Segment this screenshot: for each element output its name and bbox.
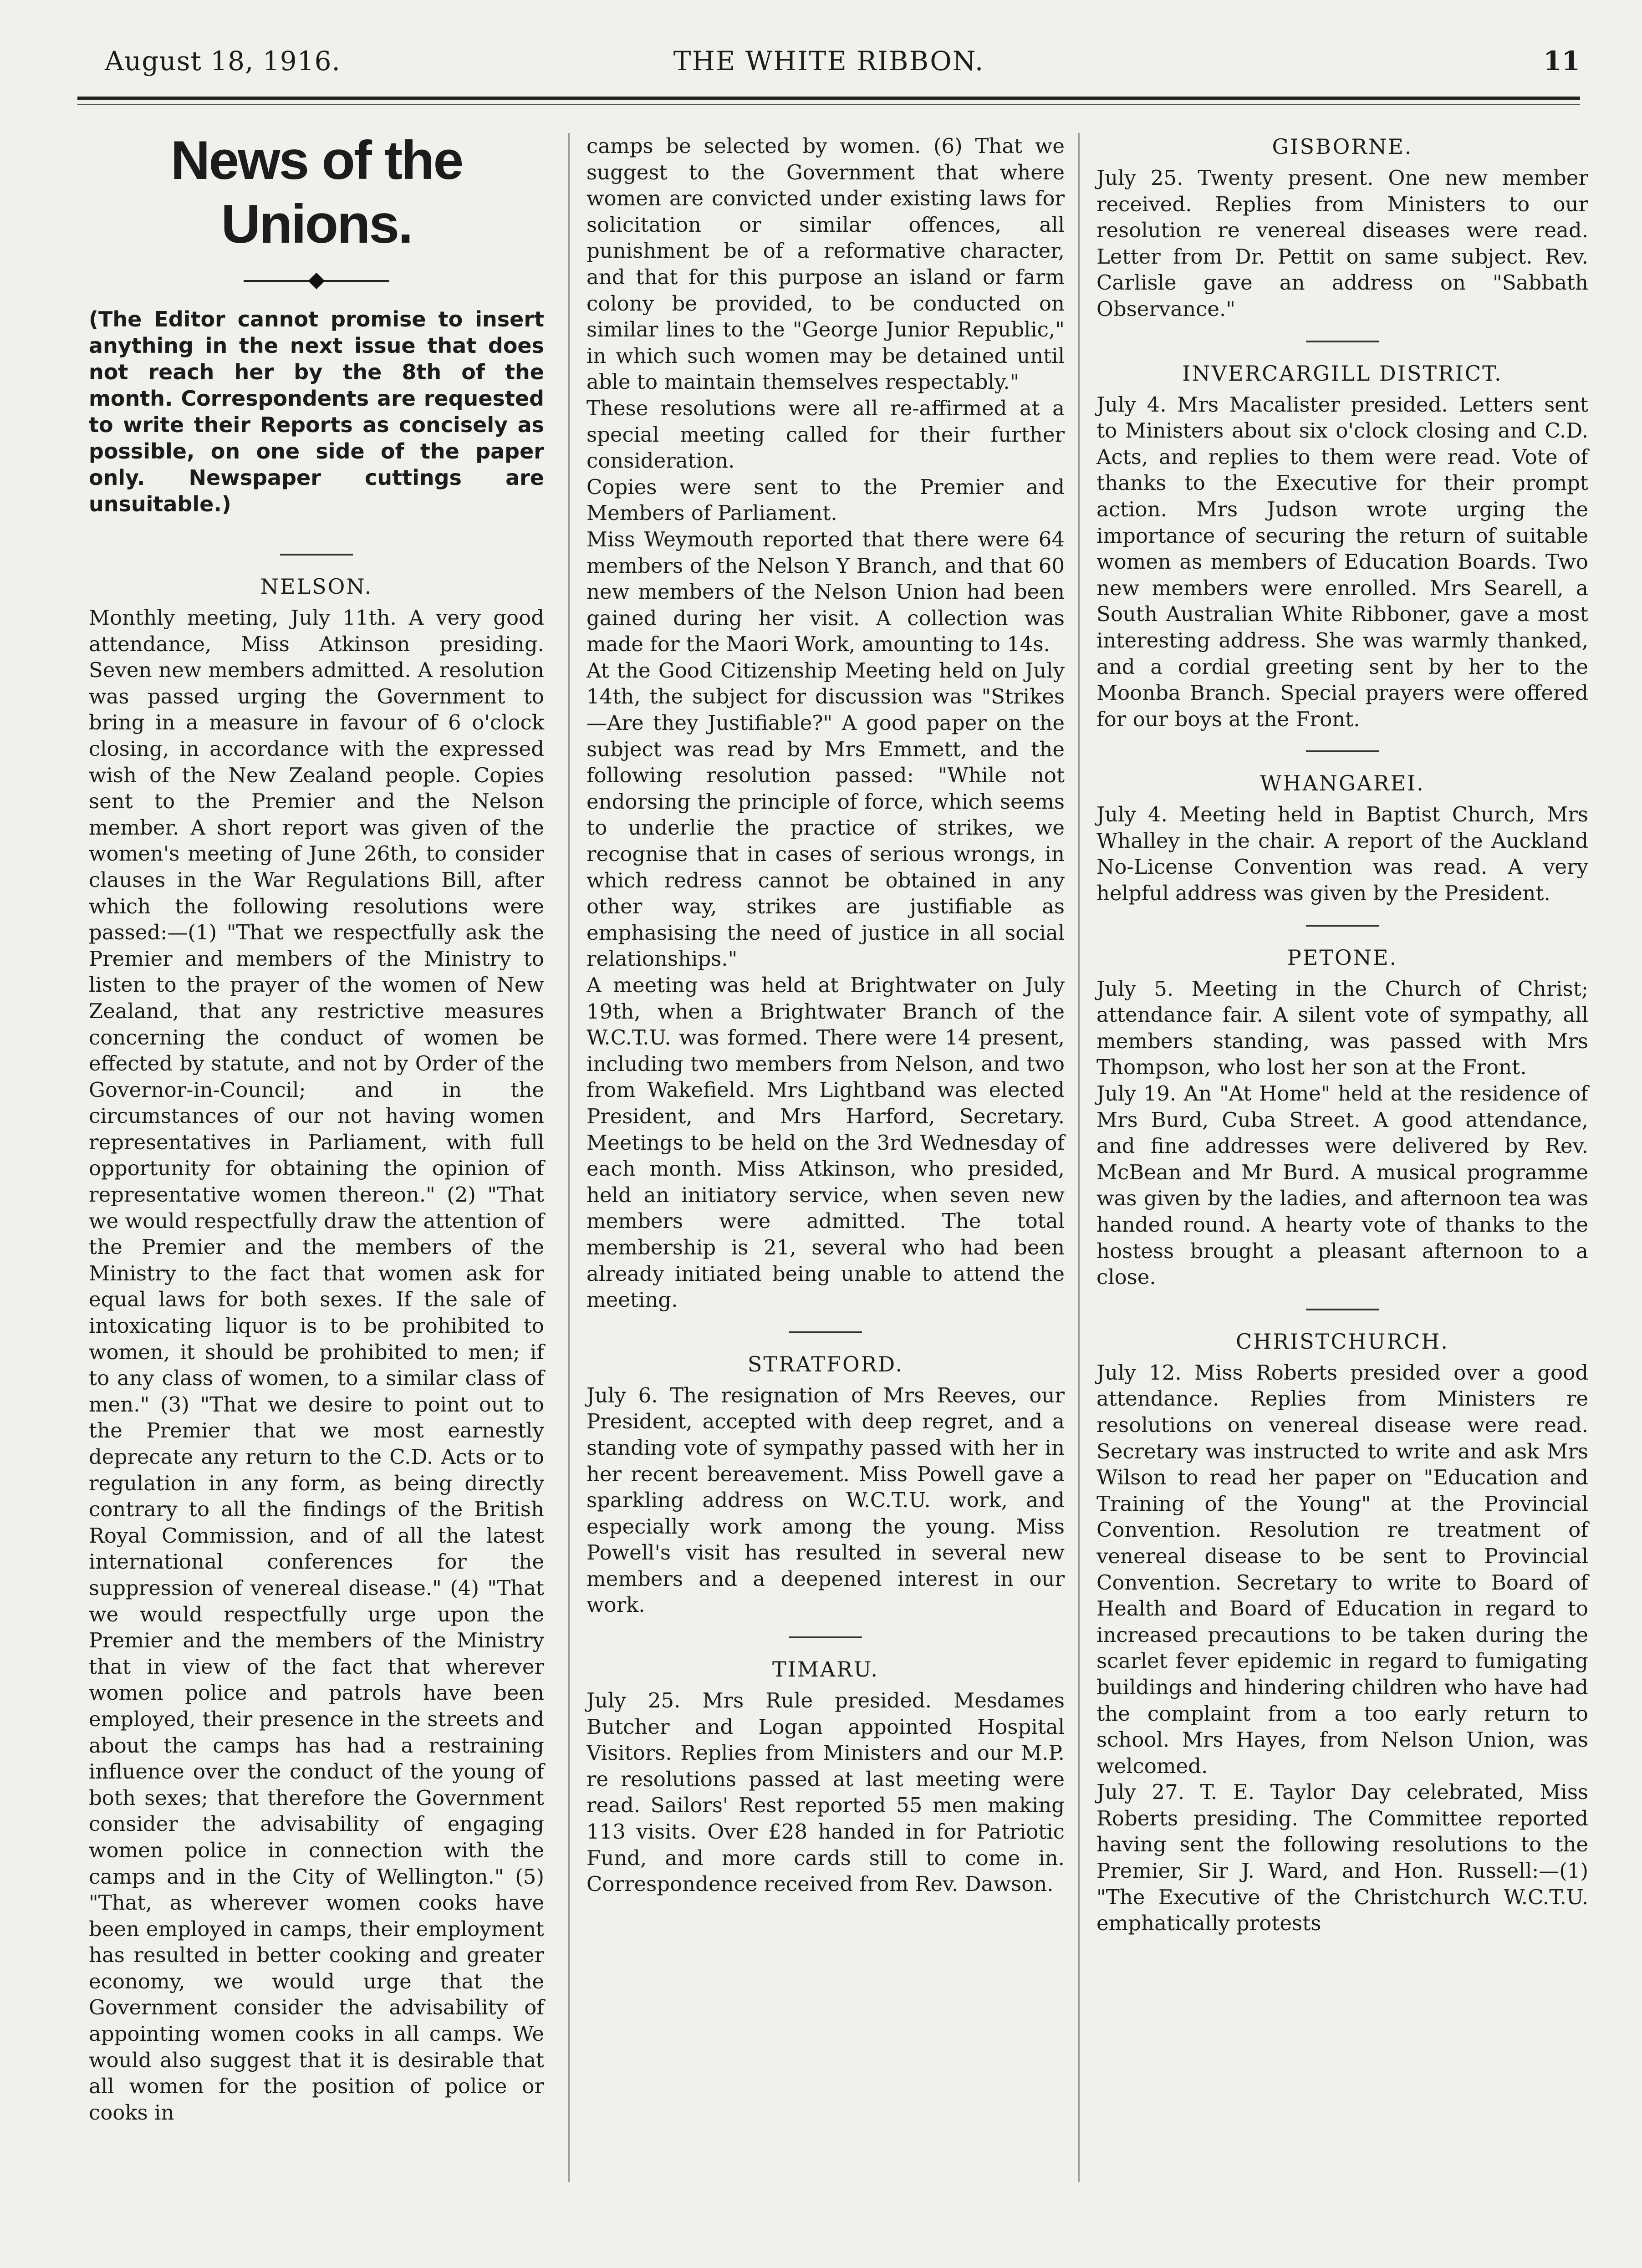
union-heading-christchurch: CHRISTCHURCH. [1236, 1329, 1449, 1354]
petone-report: July 5. Meeting in the Church of Christ; attendance fair. A silent vote of sympathy, all members standing, was passed with Mrs Thompson, who lost her son at the Front. [1096, 976, 1588, 1080]
journal-title: THE WHITE RIBBON. [673, 46, 984, 76]
column-2 [586, 133, 1065, 1897]
christchurch-report: July 12. Miss Roberts presided over a good attendance. Replies from Ministers re resolutions on venereal disease were read. Secretary was instructed to write and ask Mrs Wilson to read her paper on "Education and Training of the Young" at the Provincial Convention. Resolution re treatment of venereal disease to be sent to Provincial Convention. Secretary to write to Board of Health and Board of Education in regard to increased precautions to be taken during the scarlet fever epidemic in regard to fumigating buildings and hindering children who have had the complaint from a too early return to school. Mrs Hayes, from Nelson Union, was welcomed. [1096, 1360, 1588, 1778]
section-rule [789, 1331, 862, 1333]
section-rule [789, 1636, 862, 1638]
timaru-report: July 25. Mrs Rule presided. Mesdames Butcher and Logan appointed Hospital Visitors. Replies from Ministers and our M.P. re resolutions passed at last meeting were read. Sailors' Rest reported 55 men making 113 visits. Over £28 handed in for Patriotic Fund, and more cards still to come in. Correspondence received from Rev. Dawson. [586, 1688, 1065, 1896]
header-rule [77, 97, 1580, 100]
christchurch-paragraph: July 27. T. E. Taylor Day celebrated, Miss Roberts presiding. The Committee reported having sent the following resolutions to the Premier, Sir J. Ward, and Hon. Russell:—(1) "The Executive of the Christchurch W.C.T.U. emphatically protests [1096, 1780, 1588, 1936]
column-divider [568, 133, 570, 2182]
union-heading-invercargill: INVERCARGILL DISTRICT. [1182, 361, 1503, 386]
nelson-report-continued: camps be selected by women. (6) That we suggest to the Government that where women are convicted under existing laws for solicitation or similar offences, all punishment be of a reformative character, and that for this purpose an island or farm colony be provided, to be conducted on similar lines to the "George Junior Republic," in which such women may be detained until able to maintain themselves respectably." [586, 134, 1065, 394]
gisborne-report: July 25. Twenty present. One new member received. Replies from Ministers to our resolution re venereal diseases were read. Letter from Dr. Pettit on same subject. Rev. Carlisle gave an address on "Sabbath Observance." [1096, 166, 1588, 321]
issue-date: August 18, 1916. [105, 46, 341, 76]
section-rule [1306, 1309, 1379, 1310]
editor-notice: (The Editor cannot promise to insert anything in the next issue that does not reach her by the 8th of the month. Correspondents are requested to write their Reports as concisely as possible, on one side of the paper only. Newspaper cuttings are unsuitable.) [89, 307, 544, 516]
running-header [77, 46, 1580, 87]
union-heading-timaru: TIMARU. [772, 1657, 879, 1682]
ornament-divider [89, 274, 544, 288]
invercargill-report: July 4. Mrs Macalister presided. Letters sent to Ministers about six o'clock closing and C.D. Acts, and replies to them were read. Vote of thanks to the Executive for their prompt action. Mrs Judson wrote urging the importance of securing the return of suitable women as members of Education Boards. Two new members were enrolled. Mrs Searell, a South Australian White Ribboner, gave a most interesting address. She was warmly thanked, and a cordial greeting sent by her to the Moonba Branch. Special prayers were offered for our boys at the Front. [1096, 392, 1588, 731]
column-1 [89, 130, 544, 2125]
section-rule [1306, 925, 1379, 927]
column-3 [1096, 133, 1588, 1937]
nelson-report: Monthly meeting, July 11th. A very good attendance, Miss Atkinson presiding. Seven new members admitted. A resolution was passed urging the Government to bring in a measure in favour of 6 o'clock closing, in accordance with the expressed wish of the New Zealand people. Copies sent to the Premier and the Nelson member. A short report was given of the women's meeting of June 26th, to consider clauses in the War Regulations Bill, after which the following resolutions were passed:—(1) "That we respectfully ask the Premier and members of the Ministry to listen to the prayer of the women of New Zealand, that any restrictive measures concerning the conduct of women be effected by statute, and not by Order of the Governor-in-Council; and in the circumstances of our not having women representatives in Parliament, with full opportunity for obtaining the opinion of representative women thereon." (2) "That we would respectfully draw the attention of the Premier and the members of the Ministry to the fact that women ask for equal laws for both sexes. If the sale of intoxicating liquor is to be prohibited to women, it should be prohibited to men; if to any class of women, to a similar class of men." (3) "That we desire to point out to the Premier that we most earnestly deprecate any return to the C.D. Acts or to regulation in any form, as being directly contrary to all the findings of the British Royal Commission, and of all the latest international conferences for the suppression of venereal disease." (4) "That we would respectfully urge upon the Premier and the members of the Ministry that in view of the fact that wherever women police and patrols have been employed, their presence in the streets and about the camps has had a restraining influence over the conduct of the young of both sexes; that therefore the Government consider the advisability of engaging women police in connection with the camps and in the City of Wellington." (5) "That, as wherever women cooks have been employed in camps, their employment has resulted in better cooking and greater economy, we would urge that the Government consider the advisability of appointing women cooks in all camps. We would also suggest that it is desirable that all women for the position of police or cooks in [89, 606, 544, 2125]
union-heading-whangarei: WHANGAREI. [1260, 771, 1425, 796]
petone-paragraph: July 19. An "At Home" held at the residence of Mrs Burd, Cuba Street. A good attendance, and fine addresses were delivered by Rev. McBean and Mr Burd. A musical programme was given by the ladies, and afternoon tea was handed round. A hearty vote of thanks to the hostess brought a pleasant afternoon to a close. [1096, 1081, 1588, 1289]
nelson-paragraph: Copies were sent to the Premier and Members of Parliament. [586, 474, 1065, 525]
column-divider [1078, 133, 1080, 2182]
nelson-paragraph: These resolutions were all re-affirmed at a special meeting called for their further consideration. [586, 396, 1065, 473]
nelson-paragraph: Miss Weymouth reported that there were 64 members of the Nelson Y Branch, and that 60 new members of the Nelson Union had been gained during her visit. A collection was made for the Maori Work, amounting to 14s. [586, 527, 1065, 657]
section-rule [280, 554, 353, 556]
header-rule-thin [77, 104, 1580, 105]
union-heading-petone: PETONE. [1287, 945, 1398, 970]
stratford-report: July 6. The resignation of Mrs Reeves, our President, accepted with deep regret, and a standing vote of sympathy passed with her in her recent bereavement. Miss Powell gave a sparkling address on W.C.T.U. work, and especially work among the young. Miss Powell's visit has resulted in several new members and a deepened interest in our work. [586, 1383, 1065, 1617]
page-number: 11 [1543, 46, 1580, 76]
nelson-paragraph: At the Good Citizenship Meeting held on July 14th, the subject for discussion was "Strikes—Are they Justifiable?" A good paper on the subject was read by Mrs Emmett, and the following resolution passed: "While not endorsing the principle of force, which seems to underlie the practice of strikes, we recognise that in cases of serious wrongs, in which redress cannot be obtained in any other way, strikes are justifiable as emphasising the need of justice in all social relationships." [586, 658, 1065, 971]
section-rule [1306, 750, 1379, 752]
whangarei-report: July 4. Meeting held in Baptist Church, Mrs Whalley in the chair. A report of the Auckland No-License Convention was read. A very helpful address was given by the President. [1096, 802, 1588, 906]
union-heading-stratford: STRATFORD. [747, 1351, 904, 1376]
section-masthead: News of the Unions. [170, 130, 463, 255]
union-heading-nelson: NELSON. [260, 574, 373, 599]
nelson-paragraph: A meeting was held at Brightwater on July 19th, when a Brightwater Branch of the W.C.T.U. was formed. There were 14 present, including two members from Nelson, and two from Wakefield. Mrs Lightband was elected President, and Mrs Harford, Secretary. Meetings to be held on the 3rd Wednesday of each month. Miss Atkinson, who presided, held an initiatory service, when seven new members were admitted. The total membership is 21, several who had been already initiated being unable to attend the meeting. [586, 973, 1065, 1312]
diamond-icon [308, 273, 325, 290]
section-rule [1306, 341, 1379, 342]
union-heading-gisborne: GISBORNE. [1272, 134, 1413, 159]
